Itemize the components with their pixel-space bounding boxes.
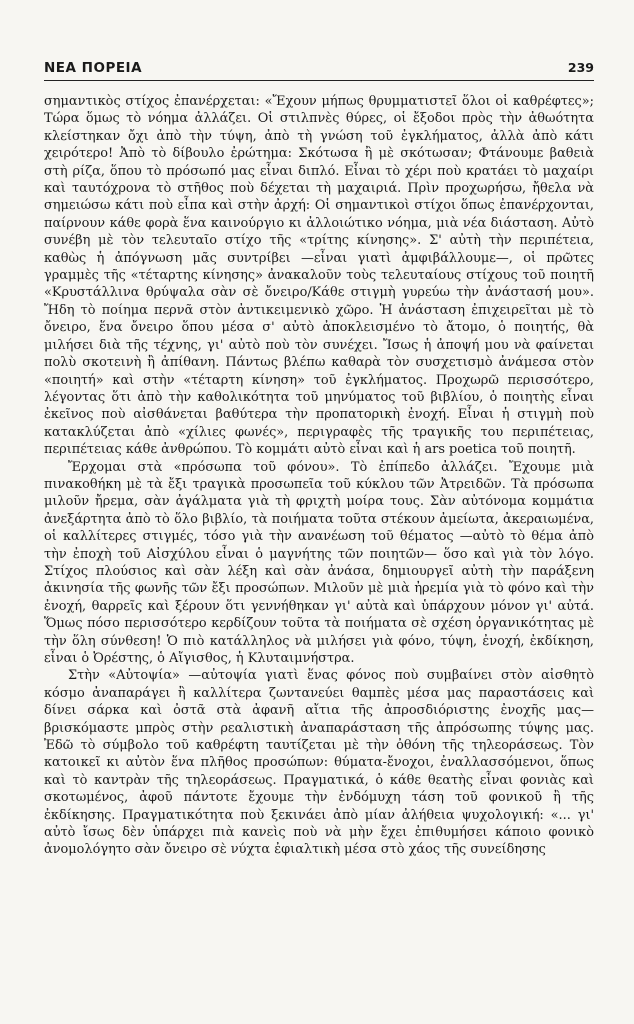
paragraph-2: Ἔρχομαι στὰ «πρόσωπα τοῦ φόνου». Τὸ ἐπίπεδο ἀλλάζει. Ἔχουμε μιὰ πινακοθήκη μὲ τὰ ἔξι τραγικὰ προσωπεῖα τοῦ κύκλου τῶν Ἀτρειδῶν. Τὰ πρόσωπα μιλοῦν ἤρεμα, σὰν ἀγάλματα γιὰ τὴ φριχτὴ μοίρα τους. Σὰν αὐτόνομα κομμάτια ἀνεξάρτητα ἀπὸ τὸ ὅλο βιβλίο, τὰ ποιήματα τοῦτα στέκουν ἀμείωτα, ἀκεραιωμένα, οἱ καλλίτερες στιγμές, τόσο γιὰ τὴν ανανέωση τοῦ θέματος —αὐτὸ τὸ θέμα ἀπὸ τὴν ἐποχὴ τοῦ Αἰσχύλου εἶναι ὁ μαγνήτης τῶν ποιητῶν— ὅσο καὶ γιὰ τὸν λόγο. Στίχος πλούσιος καὶ σὰν λέξη καὶ σὰν ἀνάσα, δημιουργεῖ αὐτὴ τὴν παράξενη ἀκινησία τῆς φωνῆς τῶν ἔξι προσώπων. Μιλοῦν μὲ μιὰ ἠρεμία γιὰ τὸ φόνο καὶ τὴν ἐνοχή, θαρρεῖς καὶ ξέρουν ὅτι γεννήθηκαν γι' αὐτὰ καὶ ὑπάρχουν μόνον γι' αὐτά. Ὅμως πόσο περισσότερο κερδίζουν τοῦτα τὰ ποιήματα σὲ σχέση ὀργανικότητας μὲ τὴν ὅλη σύνθεση! Ὁ πιὸ κατάλληλος νὰ μιλήσει γιὰ φόνο, τύψη, ἐνοχή, ἐκδίκηση, εἶναι ὁ Ὀρέστης, ὁ Αἴγισθος, ἡ Κλυταιμνήστρα. xyxy=(44,459,594,666)
page-number: 239 xyxy=(567,60,594,75)
page-body xyxy=(44,93,594,859)
book-page xyxy=(44,60,594,859)
running-title: ΝΕΑ ΠΟΡΕΙΑ xyxy=(44,60,143,76)
paragraph-3: Στὴν «Αὐτοψία» —αὐτοψία γιατὶ ἕνας φόνος ποὺ συμβαίνει στὸν αἰσθητὸ κόσμο ἀναπαράγει ἢ καλλίτερα ζωντανεύει θαμπὲς μέσα μας παραστάσεις καὶ δίνει σάρκα καὶ ὀστᾶ στὰ ἀφανῆ αἴτια τῆς ἀπροσδιόριστης ἐνοχῆς μας— βρισκόμαστε μπρὸς στὴν ρεαλιστικὴ ἀναπαράσταση τῆς ἀπρόσωπης τύψης μας. Ἐδῶ τὸ σύμβολο τοῦ καθρέφτη ταυτίζεται μὲ τὴν ὀθόνη τῆς τηλεοράσεως. Τὸν κατοικεῖ κι αὐτὸν ἕνα πλῆθος προσώπων: θύματα-ἔνοχοι, ἐναλλασσόμενοι, ὅπως καὶ τὸ καντρὰν τῆς τηλεοράσεως. Πραγματικά, ὁ κάθε θεατὴς εἶναι φονιὰς καὶ σκοτωμένος, ἀφοῦ πάντοτε ἔχουμε τὴν ἐνδόμυχη τάση τοῦ φονικοῦ ἢ τῆς ἐκδίκησης. Πραγματικότητα ποὺ ξεκινάει ἀπὸ μίαν ἀλήθεια ψυχολογική: «... γι' αὐτὸ ἴσως δὲν ὑπάρχει πιὰ κανεὶς ποὺ νὰ μὴν ἔχει ἐπιθυμήσει κάποιο φονικὸ ἀνομολόγητο σὰν ὄνειρο σὲ νύχτα ἐφιαλτικὴ μέσα στὸ χάος τῆς συνείδησης xyxy=(44,668,594,858)
page-header xyxy=(44,60,594,81)
paragraph-1: σημαντικὸς στίχος ἐπανέρχεται: «Ἔχουν μήπως θρυμματιστεῖ ὅλοι οἱ καθρέφτες»; Τώρα ὅμως τὸ νόημα ἀλλάζει. Οἱ στιλπνὲς θύρες, οἱ ἔξοδοι πρὸς τὴν ἀθωότητα κλείστηκαν ὄχι ἀπὸ τὴν τύψη, ἀπὸ τὴ γνώση τοῦ ἐγκλήματος, ἀλλὰ ἀπὸ κάτι χειρότερο! Ἀπὸ τὸ δίβουλο ἐρώτημα: Σκότωσα ἢ μὲ σκότωσαν; Φτάνουμε βαθειὰ στὴ ρίζα, ὅπου τὸ πρόσωπό μας εἶναι διπλό. Εἶναι τὸ χέρι ποὺ κρατάει τὸ μαχαίρι καὶ ταυτόχρονα τὸ στῆθος ποὺ δέχεται τὴ μαχαιριά. Πρὶν προχωρήσω, ἤθελα νὰ σημειώσω κάτι ποὺ εἶπα καὶ στὴν ἀρχή: Οἱ σημαντικοὶ στίχοι ὅπως ἐπανέρχονται, παίρνουν κάθε φορὰ ἕνα καινούργιο κι ἀλλοιώτικο νόημα, μιὰ νέα διάσταση. Αὐτὸ συνέβη μὲ τὸν τελευταῖο στίχο τῆς «τρίτης κίνησης». Σ' αὐτὴ τὴν περιπέτεια, καθὼς ἡ ἀπόγνωση μᾶς συντρίβει —εἶναι γιατὶ ἀμφιβάλλουμε—, οἱ πρῶτες γραμμὲς τῆς «τέταρτης κίνησης» ἀνακαλοῦν τοὺς τελευταίους στίχους τοῦ ποιητῆ «Κρυστάλλινα θρύψαλα σὰν σὲ ὄνειρο/Κάθε στιγμὴ γυρεύω τὴν ἀνάστασή μου». Ἤδη τὸ ποίημα περνᾶ στὸν ἀντικειμενικὸ χῶρο. Ἡ ἀνάσταση ἐπιχειρεῖται μὲ τὸ ὄνειρο, ἕνα ὄνειρο ὅπου μέσα σ' αὐτὸ ἀποκλεισμένο τὸ ἄτομο, ὁ ποιητής, θὰ μιλήσει διὰ τῆς τέχνης, γι' αὐτὸ ποὺ τὸν συνέχει. Ἴσως ἡ ἀποψή μου νὰ φαίνεται πολὺ σκοτεινὴ ἢ ἀπίθανη. Πάντως βλέπω καθαρὰ τὸν συσχετισμὸ ἀνάμεσα στὸν «ποιητή» καὶ στὴν «τέταρτη κίνηση» τοῦ ἐγκλήματος. Προχωρῶ περισσότερο, λέγοντας ὅτι ἀπὸ τὴν καθολικότητα τοῦ μηνύματος τοῦ βιβλίου, ὁ ποιητὴς εἶναι ἐκεῖνος ποὺ αἰσθάνεται βαθύτερα τὴν προπατορικὴ ἐνοχή. Εἶναι ἡ στιγμὴ ποὺ κατακλύζεται ἀπὸ «χίλιες φωνές», περιγραφὲς τῆς τραγικῆς του περιπέτειας, περιπέτειας κάθε ἀνθρώπου. Τὸ κομμάτι αὐτὸ εἶναι καὶ ἡ ars poetica τοῦ ποιητῆ. xyxy=(44,94,594,458)
